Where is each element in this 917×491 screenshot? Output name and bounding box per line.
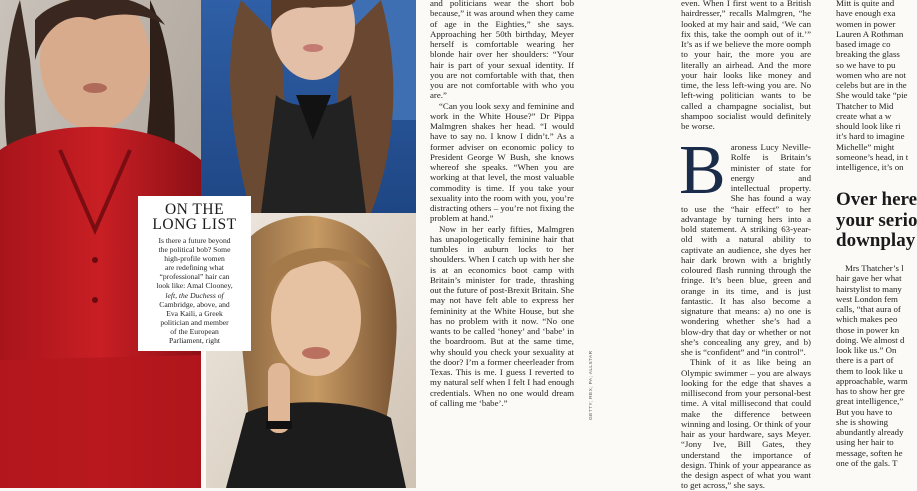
column3-line: women who are not: [836, 69, 906, 80]
column3-line: those in power kn: [836, 324, 900, 335]
article-column-2-bottom: [679, 132, 811, 491]
column2-paragraph: Think of it as like being an Olympic swimmer – you are always looking for the edge that shaves a millisecond from your personal-best time. A vital millisecond that could make the difference between winning and losing. Or think of your hair as your hardware, says Meyer. “Jony Ive, Bill Gates, they understand the importance of design. Think of your appearance as the design aspect of what you want to get across,” she says.: [681, 357, 811, 491]
column3-line: intelligence, it’s on: [836, 162, 904, 172]
column3-line: look like us.” On: [836, 345, 897, 355]
column3-line: based image co: [836, 39, 891, 49]
column3-line: hair gave her what: [836, 273, 902, 284]
column3-line: She would take “pie: [836, 90, 908, 101]
article-column-2-top: [681, 0, 811, 131]
caption-line: of the European: [170, 326, 219, 336]
column3-line: create what a w: [836, 110, 892, 121]
caption-line: the political bob? Some: [158, 245, 231, 255]
drop-cap: B: [679, 132, 726, 209]
column3-line: so we have to pu: [836, 59, 896, 70]
article-column-3-top: [836, 0, 909, 172]
headline-line: your serio: [836, 209, 917, 231]
photo-duchess-of-cambridge: [201, 0, 416, 213]
caption-box: [138, 196, 251, 351]
caption-line: high-profile women: [164, 254, 225, 264]
column3-line: which makes peo: [836, 314, 898, 325]
caption-line: politician and member: [160, 317, 229, 327]
column3-line: Thatcher to Mid: [836, 100, 894, 111]
column3-line: them to look like u: [836, 365, 903, 376]
column3-line: she is showing: [836, 416, 889, 427]
caption-heading-line1: ON THE: [164, 201, 225, 218]
headline-line: Over here: [836, 189, 917, 210]
column3-line: there is a part of: [836, 355, 894, 366]
photo-top-image: [201, 0, 416, 213]
column3-line: hairstylist to many: [836, 283, 902, 294]
column3-line: have enough exa: [836, 8, 896, 19]
column3-line: calls, “that aura of: [836, 304, 901, 314]
pull-headline: [836, 189, 917, 252]
column3-line: message, soften he: [836, 447, 903, 458]
column3-line: someone’s head, in t: [836, 151, 909, 162]
column3-line: using her hair to: [836, 437, 894, 448]
column3-line: Michelle” might: [836, 141, 895, 152]
photo-credit: GETTY; REX; PA; ALLSTAR: [589, 350, 594, 420]
column3-line: abundantly already: [836, 427, 904, 437]
column3-line: women in power: [836, 18, 896, 29]
article-column-1: [430, 0, 574, 408]
caption-heading: [143, 202, 246, 232]
column2-paragraph: even. When I first went to a British hairdresser,” recalls Malmgren, “he looked at my hair and said, ‘We can fix this, take the oomph out of it.’” It’s as if we believe the more oomph to your hair, the more you are literally an airhead. And the more your hair looks like money and time, the less left-wing you are. No left-wing politician wants to be called a champagne socialist, but shampoo socialist would definitely be worse.: [681, 0, 811, 131]
column3-line: it’s hard to imagine: [836, 131, 905, 142]
caption-line: are redefining what: [164, 263, 225, 273]
column3-line: great intelligence,”: [836, 396, 904, 407]
column3-line: But you have to: [836, 406, 893, 417]
column3-line: west London fem: [836, 293, 898, 304]
column1-paragraph: “Can you look sexy and feminine and work in the White House?” Dr Pippa Malmgren shakes her head. “I would have to say no. I know I didn’t.” As a former adviser on economic policy to President George W Bush, she knows whereof she speaks. “When you are working at that level, the most valuable commodity is time. If you take your sexuality into the room with you, you’re distracting others – you’re not fixing the problem at hand.”: [430, 100, 574, 224]
caption-line: left, the Duchess of: [165, 290, 224, 300]
caption-line: Is there a future beyond: [158, 236, 231, 245]
column3-line: Lauren A Rothman: [836, 28, 904, 39]
caption-line: Parliament, right: [168, 336, 221, 346]
column1-paragraph: Now in her early fifties, Malmgren has unapologetically feminine hair that tumbles in auburn locks to her shoulders. When I catch up with her she is at an economics boot camp with Britain’s minister for trade, thrashing out the future of post-Brexit Britain. She may not have felt able to express her femininity at the White House, but she has no problem with it now. “No one wants to be called ‘honey’ and ‘babe’ in the boardroom. But at the same time, why should you check your sexuality at the door? I’m a former cheerleader from Texas. This is me. I guess I reverted to my natural self when I felt I had enough credentials. When no one would dream of calling me ‘babe’.”: [430, 223, 574, 408]
article-column-3-bottom: [836, 263, 909, 468]
column3-line: Mrs Thatcher’s l: [845, 263, 904, 273]
column3-line: has to show her gre: [836, 386, 905, 396]
caption-text: [143, 236, 246, 345]
caption-heading-line2: LONG LIST: [152, 216, 237, 233]
column3-line: doing. We almost d: [836, 334, 905, 345]
column3-line: Mitt is quite and: [836, 0, 895, 8]
caption-line: Cambridge, above, and: [159, 299, 230, 309]
column3-line: celebs but are in the: [836, 80, 907, 90]
caption-line: “professional” hair can: [159, 272, 230, 282]
column3-line: one of the gals. T: [836, 457, 898, 468]
caption-line: look like: Amal Clooney,: [156, 281, 233, 291]
column2-paragraph: aroness Lucy Neville-Rolfe is Britain’s minister of state for energy and intellectual property. She has found a way to use the “hair effect” to her advantage by turning hers into a bold statement. A striking 63-year-old with a natural ability to captivate an audience, she dyes her hair dark brown with a brightly coloured flash running through the fringe. It’s been blue, green and orange in its time, and is just fantastic. It has also become a signature that means: a) no one is wondering whether she’s had a blow-dry that day or whether or not she’s concealing any grey, and b) she is “confident” and “in control”.: [681, 142, 811, 357]
headline-line: downplay: [836, 230, 916, 251]
column3-line: should look like ri: [836, 121, 901, 131]
column3-line: approachable, warm: [836, 375, 908, 386]
column3-line: breaking the glass: [836, 49, 900, 60]
column1-paragraph: and politicians wear the short bob because,” it was around when they came of age in the Eighties,” she says. Approaching her 50th birthday, Meyer herself is comfortable wearing her blonde hair over her shoulders: “Your hair is part of your sexual identity. If you are not comfortable with that, then you are not comfortable with who you are.”: [430, 0, 574, 101]
caption-line: Eva Kaili, a Greek: [166, 308, 223, 318]
